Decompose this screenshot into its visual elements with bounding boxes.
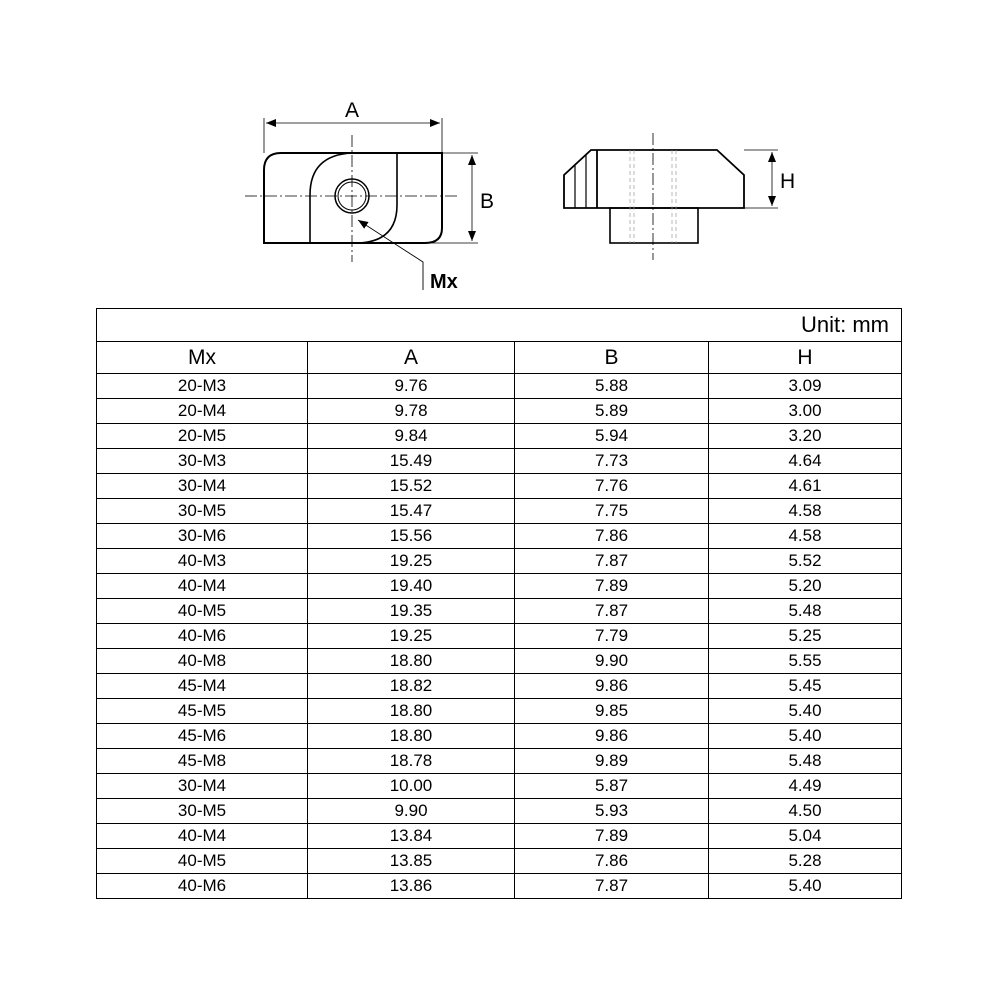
cell-b: 7.86	[515, 524, 709, 549]
cell-mx: 30-M5	[97, 499, 308, 524]
cell-mx: 30-M4	[97, 474, 308, 499]
cell-mx: 40-M5	[97, 599, 308, 624]
cell-a: 18.78	[308, 749, 515, 774]
cell-mx: 40-M6	[97, 624, 308, 649]
dimension-label-mx: Mx	[430, 271, 458, 293]
cell-mx: 45-M5	[97, 699, 308, 724]
cell-mx: 30-M3	[97, 449, 308, 474]
dimension-label-a: A	[345, 99, 360, 122]
cell-a: 19.40	[308, 574, 515, 599]
table-row	[97, 674, 902, 699]
cell-mx: 30-M6	[97, 524, 308, 549]
column-header-a: A	[308, 342, 515, 374]
t-nut-technical-drawing	[0, 0, 1000, 300]
cell-a: 15.52	[308, 474, 515, 499]
table-row	[97, 499, 902, 524]
cell-mx: 40-M8	[97, 649, 308, 674]
cell-a: 18.82	[308, 674, 515, 699]
cell-a: 18.80	[308, 649, 515, 674]
cell-h: 5.52	[709, 549, 902, 574]
cell-a: 9.76	[308, 374, 515, 399]
cell-b: 9.86	[515, 724, 709, 749]
cell-b: 7.87	[515, 599, 709, 624]
cell-a: 19.35	[308, 599, 515, 624]
cell-mx: 45-M8	[97, 749, 308, 774]
table-row	[97, 449, 902, 474]
cell-mx: 40-M3	[97, 549, 308, 574]
cell-a: 19.25	[308, 549, 515, 574]
cell-h: 5.40	[709, 874, 902, 899]
cell-mx: 45-M4	[97, 674, 308, 699]
cell-h: 3.20	[709, 424, 902, 449]
cell-h: 5.20	[709, 574, 902, 599]
cell-b: 5.94	[515, 424, 709, 449]
cell-mx: 20-M5	[97, 424, 308, 449]
table-row	[97, 699, 902, 724]
cell-b: 7.75	[515, 499, 709, 524]
cell-h: 5.48	[709, 749, 902, 774]
unit-row	[97, 309, 902, 342]
table-row	[97, 574, 902, 599]
table-row	[97, 749, 902, 774]
column-header-b: B	[515, 342, 709, 374]
cell-b: 7.86	[515, 849, 709, 874]
cell-b: 9.89	[515, 749, 709, 774]
dimensions-table	[96, 308, 902, 899]
cell-a: 18.80	[308, 699, 515, 724]
cell-mx: 40-M6	[97, 874, 308, 899]
table-row	[97, 774, 902, 799]
table-row	[97, 524, 902, 549]
cell-mx: 40-M5	[97, 849, 308, 874]
table-row	[97, 724, 902, 749]
cell-b: 9.85	[515, 699, 709, 724]
cell-b: 7.87	[515, 549, 709, 574]
table-row	[97, 649, 902, 674]
cell-h: 4.61	[709, 474, 902, 499]
cell-a: 19.25	[308, 624, 515, 649]
column-header-mx: Mx	[97, 342, 308, 374]
cell-b: 5.89	[515, 399, 709, 424]
table-row	[97, 424, 902, 449]
cell-b: 7.89	[515, 824, 709, 849]
cell-h: 5.28	[709, 849, 902, 874]
table-row	[97, 849, 902, 874]
cell-b: 9.90	[515, 649, 709, 674]
cell-h: 4.64	[709, 449, 902, 474]
cell-b: 7.73	[515, 449, 709, 474]
table-row	[97, 399, 902, 424]
cell-h: 5.45	[709, 674, 902, 699]
cell-a: 9.84	[308, 424, 515, 449]
cell-h: 5.04	[709, 824, 902, 849]
cell-h: 3.00	[709, 399, 902, 424]
table-row	[97, 549, 902, 574]
table-row	[97, 824, 902, 849]
top-view	[245, 118, 478, 290]
dimension-label-b: B	[480, 190, 495, 213]
table-row	[97, 599, 902, 624]
cell-a: 15.47	[308, 499, 515, 524]
cell-b: 5.88	[515, 374, 709, 399]
cell-b: 7.89	[515, 574, 709, 599]
cell-a: 15.56	[308, 524, 515, 549]
cell-h: 4.49	[709, 774, 902, 799]
unit-label: Unit: mm	[97, 309, 902, 342]
column-header-h: H	[709, 342, 902, 374]
cell-b: 5.93	[515, 799, 709, 824]
cell-a: 9.78	[308, 399, 515, 424]
cell-h: 5.40	[709, 699, 902, 724]
cell-h: 4.58	[709, 524, 902, 549]
cell-a: 13.85	[308, 849, 515, 874]
cell-mx: 30-M5	[97, 799, 308, 824]
cell-mx: 20-M3	[97, 374, 308, 399]
cell-h: 5.25	[709, 624, 902, 649]
cell-h: 5.55	[709, 649, 902, 674]
cell-b: 9.86	[515, 674, 709, 699]
cell-a: 9.90	[308, 799, 515, 824]
cell-mx: 30-M4	[97, 774, 308, 799]
table-row	[97, 474, 902, 499]
table-row	[97, 624, 902, 649]
cell-mx: 40-M4	[97, 574, 308, 599]
table-row	[97, 874, 902, 899]
cell-mx: 40-M4	[97, 824, 308, 849]
cell-mx: 45-M6	[97, 724, 308, 749]
table-row	[97, 374, 902, 399]
table-row	[97, 799, 902, 824]
cell-h: 5.40	[709, 724, 902, 749]
table-body	[97, 374, 902, 899]
cell-h: 4.50	[709, 799, 902, 824]
cell-h: 4.58	[709, 499, 902, 524]
cell-a: 13.84	[308, 824, 515, 849]
cell-b: 7.87	[515, 874, 709, 899]
cell-a: 15.49	[308, 449, 515, 474]
cell-a: 18.80	[308, 724, 515, 749]
dimension-label-h: H	[780, 170, 796, 193]
cell-h: 5.48	[709, 599, 902, 624]
cell-mx: 20-M4	[97, 399, 308, 424]
header-row	[97, 342, 902, 374]
cell-h: 3.09	[709, 374, 902, 399]
side-view	[564, 133, 778, 260]
cell-a: 10.00	[308, 774, 515, 799]
cell-b: 7.79	[515, 624, 709, 649]
cell-a: 13.86	[308, 874, 515, 899]
cell-b: 5.87	[515, 774, 709, 799]
cell-b: 7.76	[515, 474, 709, 499]
